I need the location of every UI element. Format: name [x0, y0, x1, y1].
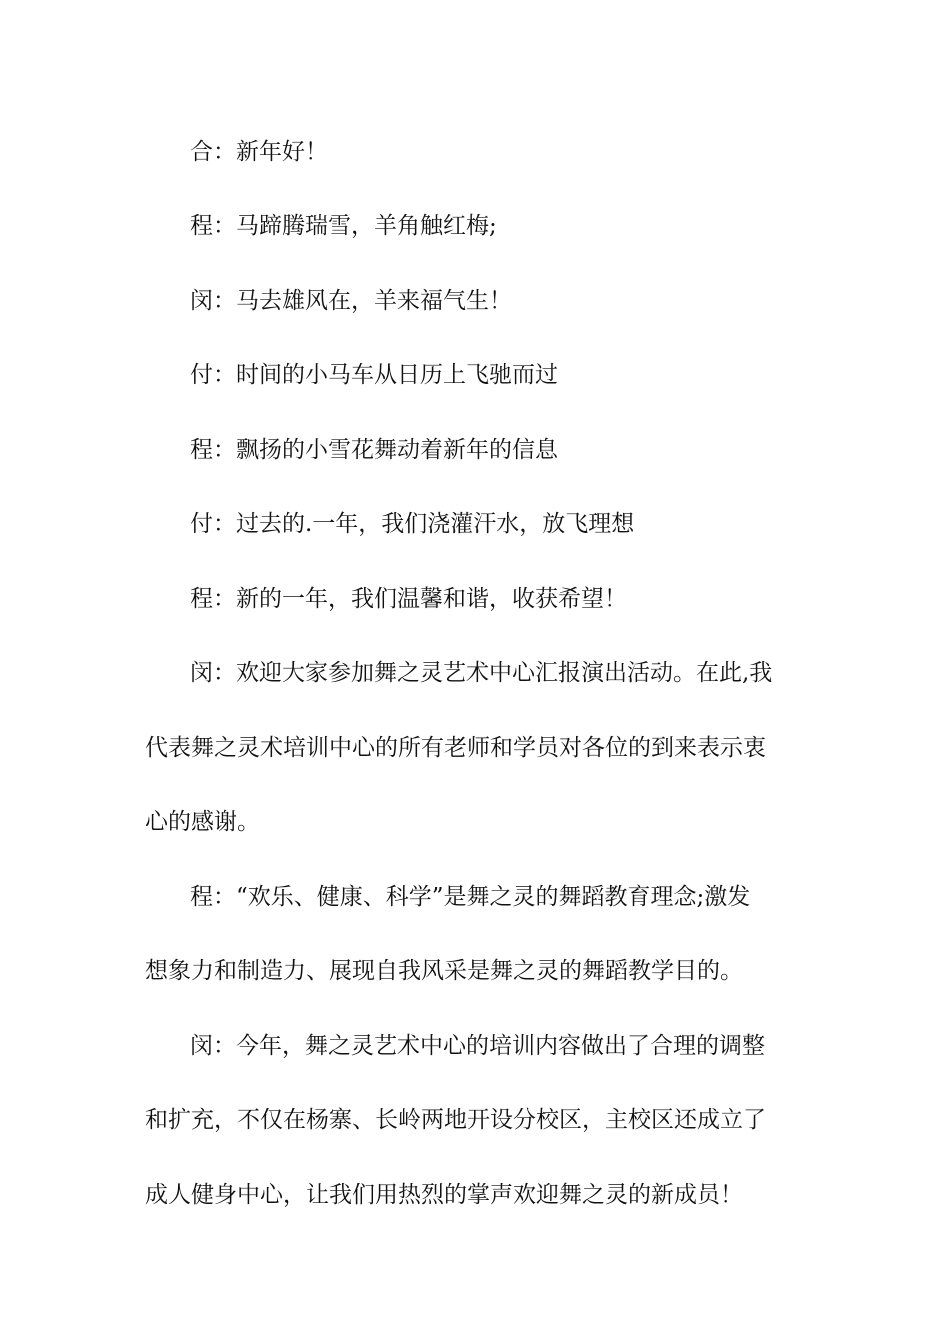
dialogue-line-12: 想象力和制造力、展现自我风采是舞之灵的舞蹈教学目的。 — [145, 958, 743, 984]
dialogue-line-11: 程：“欢乐、健康、科学”是舞之灵的舞蹈教育理念;激发 — [190, 884, 751, 910]
dialogue-line-15: 成人健身中心，让我们用热烈的掌声欢迎舞之灵的新成员！ — [145, 1182, 743, 1208]
dialogue-line-5: 程：飘扬的小雪花舞动着新年的信息 — [190, 437, 558, 463]
dialogue-line-14: 和扩充，不仅在杨寨、长岭两地开设分校区，主校区还成立了 — [145, 1107, 766, 1133]
dialogue-line-4: 付：时间的小马车从日历上飞驰而过 — [190, 362, 558, 388]
dialogue-line-7: 程：新的一年，我们温馨和谐，收获希望！ — [190, 586, 627, 612]
dialogue-line-8: 闵：欢迎大家参加舞之灵艺术中心汇报演出活动。在此,我 — [190, 660, 773, 686]
dialogue-line-9: 代表舞之灵术培训中心的所有老师和学员对各位的到来表示衷 — [145, 735, 766, 761]
dialogue-line-13: 闵：今年，舞之灵艺术中心的培训内容做出了合理的调整 — [190, 1033, 765, 1059]
dialogue-line-10: 心的感谢。 — [145, 809, 260, 835]
dialogue-line-2: 程：马蹄腾瑞雪，羊角触红梅; — [190, 213, 497, 239]
dialogue-line-1: 合：新年好！ — [190, 139, 328, 165]
dialogue-line-6: 付：过去的.一年，我们浇灌汗水，放飞理想 — [190, 511, 635, 537]
dialogue-line-3: 闵：马去雄风在，羊来福气生！ — [190, 288, 512, 314]
